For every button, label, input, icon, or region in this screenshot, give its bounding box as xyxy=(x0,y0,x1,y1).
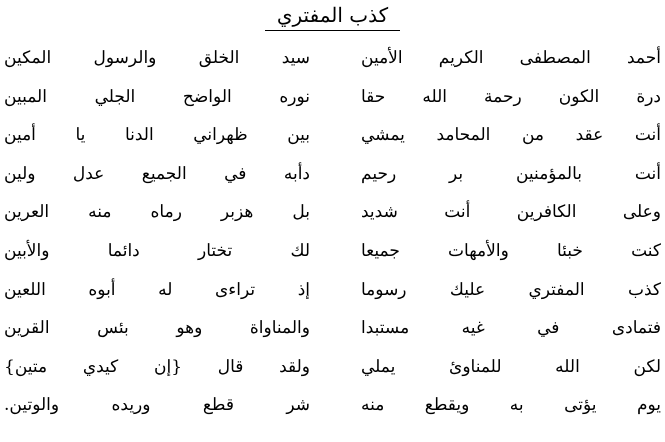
verse-row xyxy=(4,117,661,156)
second-hemistich: نوره الواضح الجلي المبين xyxy=(4,86,310,107)
second-hemistich: شر قطع وريده والوتين. xyxy=(4,395,310,416)
second-hemistich: إذ تراءى له أبوه اللعين xyxy=(4,279,310,300)
first-hemistich: كذب المفتري عليك رسوما xyxy=(361,279,661,300)
verse-list xyxy=(4,40,661,426)
verse-row xyxy=(4,272,661,311)
verse-row xyxy=(4,156,661,195)
second-hemistich: لك تختار دائما والأبين xyxy=(4,240,310,261)
first-hemistich: درة الكون رحمة الله حقا xyxy=(361,86,661,107)
first-hemistich: يوم يؤتى به ويقطع منه xyxy=(361,395,661,416)
second-hemistich: والمناواة وهو بئس القرين xyxy=(4,318,310,339)
verse-row xyxy=(4,387,661,426)
first-hemistich: وعلى الكافرين أنت شديد xyxy=(361,202,661,223)
verse-row xyxy=(4,233,661,272)
verse-row xyxy=(4,194,661,233)
verse-row xyxy=(4,79,661,118)
second-hemistich: سيد الخلق والرسول المكين xyxy=(4,48,310,68)
verse-row xyxy=(4,310,661,349)
verse-row xyxy=(4,349,661,388)
second-hemistich: بين ظهراني الدنا يا أمين xyxy=(4,125,310,146)
first-hemistich: كنت خبئا والأمهات جميعا xyxy=(361,240,661,261)
second-hemistich: بل هزبر رماه منه العرين xyxy=(4,202,310,223)
first-hemistich: لكن الله للمناوئ يملي xyxy=(361,356,661,377)
verse-row xyxy=(4,40,661,79)
first-hemistich: أحمد المصطفى الكريم الأمين xyxy=(361,48,661,68)
first-hemistich: أنت بالمؤمنين بر رحيم xyxy=(361,163,661,184)
second-hemistich: دأبه في الجميع عدل ولين xyxy=(4,163,310,184)
first-hemistich: أنت عقد من المحامد يمشي xyxy=(361,125,661,146)
title-container xyxy=(0,2,665,31)
first-hemistich: فتمادى في غيه مستبدا xyxy=(361,318,661,339)
poem-title: كذب المفتري xyxy=(265,2,400,31)
second-hemistich: ولقد قال {إن كيدي متين} xyxy=(4,356,310,377)
